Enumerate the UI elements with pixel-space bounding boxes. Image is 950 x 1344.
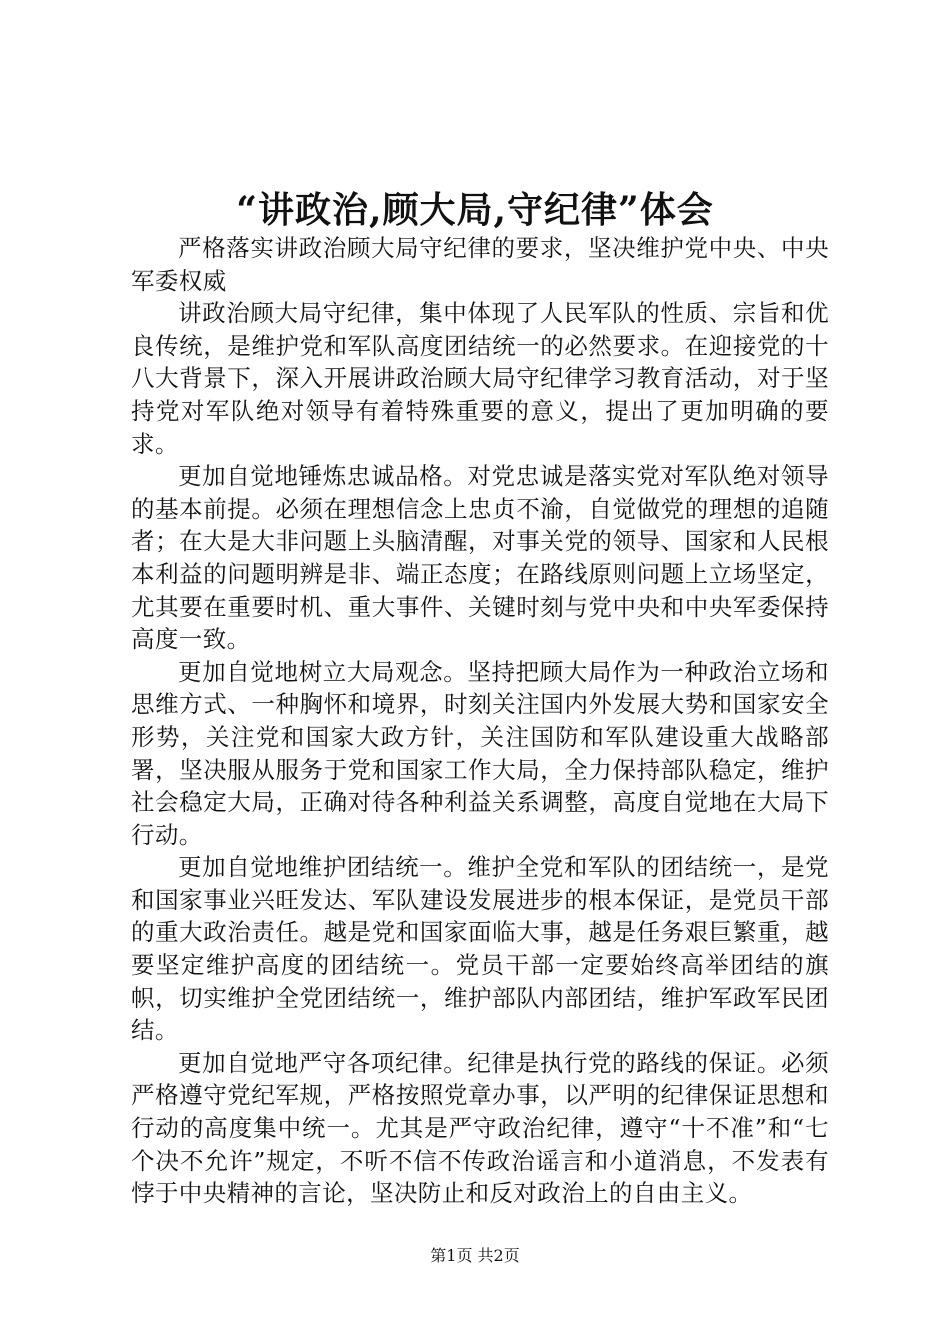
paragraph-loyalty: 更加自觉地锤炼忠诚品格。对党忠诚是落实党对军队绝对领导的基本前提。必须在理想信念上忠贞不渝，自觉做党的理想的追随者；在大是大非问题上头脑清醒，对事关党的领导、国家和人民根本利益的问题明辨是非、端正态度；在路线原则问题上立场坚定，尤其要在重要时机、重大事件、关键时刻与党中央和中央军委保持高度一致。 bbox=[131, 462, 829, 654]
document-title: “讲政治,顾大局,守纪律”体会 bbox=[236, 189, 714, 231]
paragraph-heading: 严格落实讲政治顾大局守纪律的要求，坚决维护党中央、中央军委权威 bbox=[131, 234, 829, 295]
paragraph-overall-situation: 更加自觉地树立大局观念。坚持把顾大局作为一种政治立场和思维方式、一种胸怀和境界，时刻关注国内外发展大势和国家安全形势，关注党和国家大政方针，关注国防和军队建设重大战略部署，坚决服从服务于党和国家工作大局，全力保持部队稳定，维护社会稳定大局，正确对待各种利益关系调整，高度自觉地在大局下行动。 bbox=[131, 657, 829, 849]
paragraph-discipline: 更加自觉地严守各项纪律。纪律是执行党的路线的保证。必须严格遵守党纪军规，严格按照党章办事，以严明的纪律保证思想和行动的高度集中统一。尤其是严守政治纪律，遵守“十不准”和“七个决不允许”规定，不听不信不传政治谣言和小道消息，不发表有悖于中央精神的言论，坚决防止和反对政治上的自由主义。 bbox=[131, 1048, 829, 1208]
paragraph-unity: 更加自觉地维护团结统一。维护全党和军队的团结统一，是党和国家事业兴旺发达、军队建设发展进步的根本保证，是党员干部的重大政治责任。越是党和国家面临大事，越是任务艰巨繁重，越要坚定维护高度的团结统一。党员干部一定要始终高举团结的旗帜，切实维护全党团结统一，维护部队内部团结，维护军政军民团结。 bbox=[131, 853, 829, 1045]
paragraph-intro: 讲政治顾大局守纪律，集中体现了人民军队的性质、宗旨和优良传统，是维护党和军队高度团结统一的必然要求。在迎接党的十八大背景下，深入开展讲政治顾大局守纪律学习教育活动，对于坚持党对军队绝对领导有着特殊重要的意义，提出了更加明确的要求。 bbox=[131, 299, 829, 458]
page-footer: 第1页 共2页 bbox=[430, 1246, 520, 1265]
document-body bbox=[131, 232, 829, 1210]
